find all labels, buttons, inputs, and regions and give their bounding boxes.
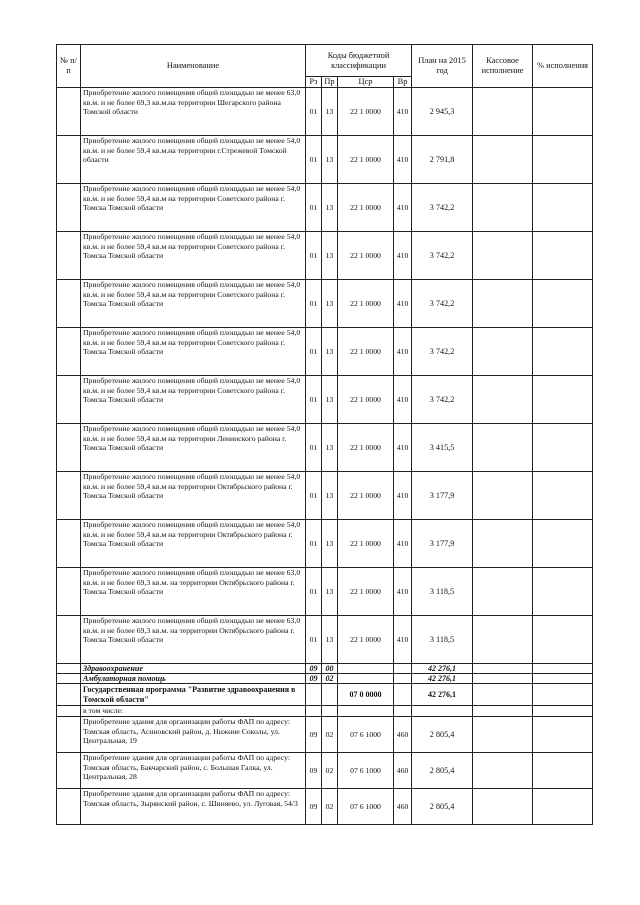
row-pr: 13 bbox=[322, 424, 338, 472]
header-plan: План на 2015 год bbox=[412, 45, 473, 88]
row-percent bbox=[533, 136, 593, 184]
row-pr: 13 bbox=[322, 520, 338, 568]
section-row-outpatient bbox=[57, 674, 593, 684]
table-row bbox=[57, 789, 593, 825]
row-csr: 22 1 0000 bbox=[338, 328, 394, 376]
row-vr: 410 bbox=[394, 376, 412, 424]
row-plan: 3 742,2 bbox=[412, 328, 473, 376]
row-percent bbox=[533, 616, 593, 664]
row-pr: 13 bbox=[322, 232, 338, 280]
row-name: Приобретение жилого помещения общей площадью не менее 54,0 кв.м. и не более 59,4 кв.м.на территории г.Стрежевой Томской области bbox=[81, 136, 306, 184]
row-plan: 3 742,2 bbox=[412, 280, 473, 328]
row-plan: 3 742,2 bbox=[412, 376, 473, 424]
section-csr bbox=[338, 674, 394, 684]
row-percent bbox=[533, 232, 593, 280]
row-cash bbox=[473, 520, 533, 568]
row-plan: 2 805,4 bbox=[412, 753, 473, 789]
row-num bbox=[57, 136, 81, 184]
row-vr: 410 bbox=[394, 424, 412, 472]
table-row bbox=[57, 184, 593, 232]
row-percent bbox=[533, 789, 593, 825]
row-plan: 3 177,9 bbox=[412, 520, 473, 568]
row-plan: 3 118,5 bbox=[412, 568, 473, 616]
row-vr: 410 bbox=[394, 184, 412, 232]
row-pr: 02 bbox=[322, 789, 338, 825]
section-plan: 42 276,1 bbox=[412, 674, 473, 684]
row-num bbox=[57, 568, 81, 616]
program-plan: 42 276,1 bbox=[412, 684, 473, 706]
row-csr: 07 6 1000 bbox=[338, 789, 394, 825]
row-name: Приобретение жилого помещения общей площадью не менее 54,0 кв.м. и не более 59,4 кв.м на территории Ленинского района г. Томска Томской области bbox=[81, 424, 306, 472]
header-vr: Вр bbox=[394, 77, 412, 88]
row-rz: 01 bbox=[306, 424, 322, 472]
header-codes: Коды бюджетной классификации bbox=[306, 45, 412, 77]
row-pr: 13 bbox=[322, 184, 338, 232]
row-name: Приобретение здания для организации работы ФАП по адресу: Томская область, Бакчарский район, с. Большая Галка, ул. Центральная, 28 bbox=[81, 753, 306, 789]
row-num bbox=[57, 184, 81, 232]
including-row bbox=[57, 706, 593, 717]
row-plan: 2 791,8 bbox=[412, 136, 473, 184]
table-row bbox=[57, 88, 593, 136]
header-csr: Цср bbox=[338, 77, 394, 88]
row-cash bbox=[473, 184, 533, 232]
row-pr: 13 bbox=[322, 328, 338, 376]
section-row-health bbox=[57, 664, 593, 674]
program-name: Государственная программа "Развитие здравоохранения в Томской области" bbox=[81, 684, 306, 706]
row-rz: 01 bbox=[306, 136, 322, 184]
row-csr: 22 1 0000 bbox=[338, 280, 394, 328]
section-rz: 09 bbox=[306, 664, 322, 674]
row-num bbox=[57, 376, 81, 424]
row-percent bbox=[533, 472, 593, 520]
row-num bbox=[57, 520, 81, 568]
row-csr: 22 1 0000 bbox=[338, 376, 394, 424]
section-percent bbox=[533, 674, 593, 684]
row-num bbox=[57, 328, 81, 376]
row-plan: 3 742,2 bbox=[412, 232, 473, 280]
row-cash bbox=[473, 753, 533, 789]
section-cash bbox=[473, 664, 533, 674]
table-row bbox=[57, 472, 593, 520]
row-rz: 01 bbox=[306, 376, 322, 424]
row-cash bbox=[473, 616, 533, 664]
row-rz: 01 bbox=[306, 328, 322, 376]
row-pr: 13 bbox=[322, 88, 338, 136]
table-row bbox=[57, 616, 593, 664]
program-vr bbox=[394, 684, 412, 706]
row-name: Приобретение жилого помещения общей площадью не менее 63,0 кв.м. и не более 69,3 кв.м.на территории Шегарского района Томской области bbox=[81, 88, 306, 136]
row-num bbox=[57, 616, 81, 664]
section-name: Амбулаторная помощь bbox=[81, 674, 306, 684]
row-num bbox=[57, 424, 81, 472]
row-pr: 02 bbox=[322, 717, 338, 753]
row-vr: 460 bbox=[394, 717, 412, 753]
row-vr: 410 bbox=[394, 472, 412, 520]
row-percent bbox=[533, 280, 593, 328]
row-cash bbox=[473, 376, 533, 424]
row-vr: 460 bbox=[394, 789, 412, 825]
row-name: Приобретение жилого помещения общей площадью не менее 54,0 кв.м. и не более 59,4 кв.м на территории Октябрьского района г. Томска Томской области bbox=[81, 472, 306, 520]
row-csr: 22 1 0000 bbox=[338, 472, 394, 520]
row-rz: 01 bbox=[306, 184, 322, 232]
row-plan: 3 742,2 bbox=[412, 184, 473, 232]
row-plan: 3 177,9 bbox=[412, 472, 473, 520]
row-num bbox=[57, 88, 81, 136]
row-cash bbox=[473, 328, 533, 376]
row-pr: 13 bbox=[322, 568, 338, 616]
row-pr: 13 bbox=[322, 280, 338, 328]
row-csr: 22 1 0000 bbox=[338, 136, 394, 184]
table-row bbox=[57, 520, 593, 568]
program-cash bbox=[473, 684, 533, 706]
table-row bbox=[57, 376, 593, 424]
row-percent bbox=[533, 184, 593, 232]
row-plan: 3 415,5 bbox=[412, 424, 473, 472]
row-cash bbox=[473, 568, 533, 616]
table-row bbox=[57, 717, 593, 753]
row-vr: 410 bbox=[394, 520, 412, 568]
header-percent: % исполнения bbox=[533, 45, 593, 88]
row-num bbox=[57, 706, 81, 717]
row-vr: 410 bbox=[394, 328, 412, 376]
row-vr: 410 bbox=[394, 280, 412, 328]
row-cash bbox=[473, 789, 533, 825]
row-csr: 22 1 0000 bbox=[338, 88, 394, 136]
row-csr: 22 1 0000 bbox=[338, 520, 394, 568]
row-percent bbox=[533, 424, 593, 472]
row-pr: 13 bbox=[322, 376, 338, 424]
table-row bbox=[57, 136, 593, 184]
program-rz bbox=[306, 684, 322, 706]
row-name: Приобретение жилого помещения общей площадью не менее 63,0 кв.м. и не более 69,3 кв.м. на территории Октябрьского района г. Томска Томской области bbox=[81, 616, 306, 664]
row-pr: 13 bbox=[322, 472, 338, 520]
budget-table-page bbox=[56, 44, 592, 825]
row-csr: 22 1 0000 bbox=[338, 616, 394, 664]
row-rz: 01 bbox=[306, 520, 322, 568]
section-vr bbox=[394, 664, 412, 674]
table-row bbox=[57, 280, 593, 328]
row-vr: 410 bbox=[394, 136, 412, 184]
row-num bbox=[57, 232, 81, 280]
section-vr bbox=[394, 674, 412, 684]
program-pr bbox=[322, 684, 338, 706]
row-percent bbox=[533, 376, 593, 424]
section-cash bbox=[473, 674, 533, 684]
row-name: Приобретение жилого помещения общей площадью не менее 54,0 кв.м. и не более 59,4 кв.м на территории Советского района г. Томска Томской области bbox=[81, 280, 306, 328]
row-rz: 01 bbox=[306, 88, 322, 136]
header-pr: Пр bbox=[322, 77, 338, 88]
section-percent bbox=[533, 664, 593, 674]
including-label: в том числе: bbox=[81, 706, 306, 717]
row-pr: 13 bbox=[322, 136, 338, 184]
row-name: Приобретение жилого помещения общей площадью не менее 54,0 кв.м. и не более 59,4 кв.м на территории Советского района г. Томска Томской области bbox=[81, 184, 306, 232]
row-cash bbox=[473, 424, 533, 472]
row-num bbox=[57, 664, 81, 674]
section-pr: 02 bbox=[322, 674, 338, 684]
section-rz: 09 bbox=[306, 674, 322, 684]
row-cash bbox=[473, 717, 533, 753]
row-rz: 09 bbox=[306, 789, 322, 825]
row-vr: 410 bbox=[394, 568, 412, 616]
row-rz: 09 bbox=[306, 717, 322, 753]
row-plan: 2 945,3 bbox=[412, 88, 473, 136]
table-header bbox=[57, 45, 593, 88]
row-name: Приобретение жилого помещения общей площадью не менее 63,0 кв.м. и не более 69,3 кв.м. на территории Октябрьского района г. Томска Томской области bbox=[81, 568, 306, 616]
row-vr: 410 bbox=[394, 616, 412, 664]
row-num bbox=[57, 674, 81, 684]
row-rz: 01 bbox=[306, 568, 322, 616]
row-vr: 410 bbox=[394, 232, 412, 280]
row-num bbox=[57, 717, 81, 753]
row-name: Приобретение жилого помещения общей площадью не менее 54,0 кв.м. и не более 59,4 кв.м на территории Советского района г. Томска Томской области bbox=[81, 328, 306, 376]
header-rz: Рз bbox=[306, 77, 322, 88]
row-vr: 460 bbox=[394, 753, 412, 789]
row-rz: 01 bbox=[306, 232, 322, 280]
row-pr: 13 bbox=[322, 616, 338, 664]
section-csr bbox=[338, 664, 394, 674]
row-cash bbox=[473, 232, 533, 280]
table-row bbox=[57, 328, 593, 376]
row-csr: 22 1 0000 bbox=[338, 184, 394, 232]
row-rz: 09 bbox=[306, 753, 322, 789]
row-csr: 22 1 0000 bbox=[338, 232, 394, 280]
row-cash bbox=[473, 472, 533, 520]
row-pr: 02 bbox=[322, 753, 338, 789]
table-row bbox=[57, 424, 593, 472]
row-percent bbox=[533, 753, 593, 789]
row-csr: 07 6 1000 bbox=[338, 753, 394, 789]
row-csr: 22 1 0000 bbox=[338, 568, 394, 616]
row-name: Приобретение жилого помещения общей площадью не менее 54,0 кв.м. и не более 59,4 кв.м на территории Советского района г. Томска Томской области bbox=[81, 376, 306, 424]
row-plan: 2 805,4 bbox=[412, 717, 473, 753]
table-body bbox=[57, 88, 593, 825]
row-plan: 3 118,5 bbox=[412, 616, 473, 664]
program-percent bbox=[533, 684, 593, 706]
row-cash bbox=[473, 136, 533, 184]
row-percent bbox=[533, 520, 593, 568]
row-percent bbox=[533, 717, 593, 753]
program-csr: 07 0 0000 bbox=[338, 684, 394, 706]
section-name: Здравоохранение bbox=[81, 664, 306, 674]
table-row bbox=[57, 568, 593, 616]
row-rz: 01 bbox=[306, 616, 322, 664]
row-percent bbox=[533, 328, 593, 376]
row-cash bbox=[473, 280, 533, 328]
row-percent bbox=[533, 568, 593, 616]
header-cash: Кассовое исполнение bbox=[473, 45, 533, 88]
row-csr: 07 6 1000 bbox=[338, 717, 394, 753]
row-rz: 01 bbox=[306, 472, 322, 520]
row-num bbox=[57, 684, 81, 706]
section-pr: 00 bbox=[322, 664, 338, 674]
row-plan: 2 805,4 bbox=[412, 789, 473, 825]
header-name: Наименование bbox=[81, 45, 306, 88]
row-num bbox=[57, 280, 81, 328]
table-row bbox=[57, 753, 593, 789]
row-name: Приобретение здания для организации работы ФАП по адресу: Томская область, Зырянский район, с. Шиняево, ул. Луговая, 54/3 bbox=[81, 789, 306, 825]
row-num bbox=[57, 472, 81, 520]
row-percent bbox=[533, 88, 593, 136]
header-num: № п/п bbox=[57, 45, 81, 88]
row-cash bbox=[473, 88, 533, 136]
budget-table bbox=[56, 44, 593, 825]
program-row bbox=[57, 684, 593, 706]
row-num bbox=[57, 789, 81, 825]
row-num bbox=[57, 753, 81, 789]
row-name: Приобретение жилого помещения общей площадью не менее 54,0 кв.м. и не более 59,4 кв.м на территории Октябрьского района г. Томска Томской области bbox=[81, 520, 306, 568]
section-plan: 42 276,1 bbox=[412, 664, 473, 674]
row-name: Приобретение здания для организации работы ФАП по адресу: Томская область, Асиновский район, д. Нижние Соколы, ул. Центральная, 19 bbox=[81, 717, 306, 753]
table-row bbox=[57, 232, 593, 280]
row-vr: 410 bbox=[394, 88, 412, 136]
row-rz: 01 bbox=[306, 280, 322, 328]
row-csr: 22 1 0000 bbox=[338, 424, 394, 472]
row-name: Приобретение жилого помещения общей площадью не менее 54,0 кв.м. и не более 59,4 кв.м на территории Советского района г. Томска Томской области bbox=[81, 232, 306, 280]
